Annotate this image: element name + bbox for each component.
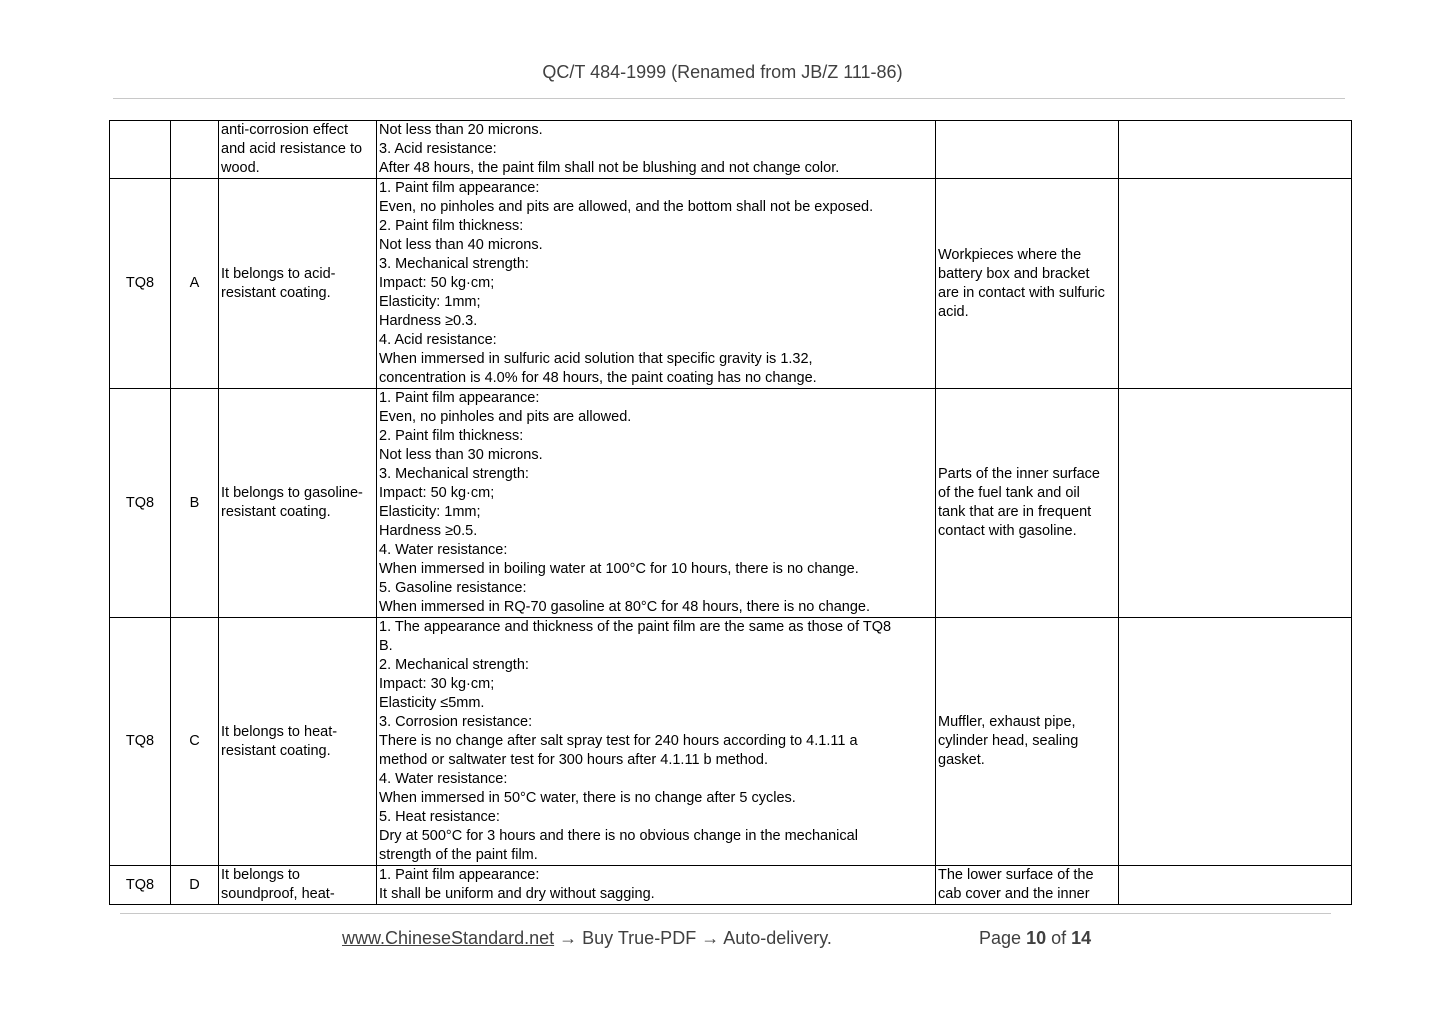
cell-description xyxy=(219,389,377,618)
cell-requirements-line: 5. Gasoline resistance: xyxy=(379,580,527,596)
cell-requirements-line: Impact: 50 kg·cm; xyxy=(379,485,495,501)
cell-requirements-line: concentration is 4.0% for 48 hours, the paint coating has no change. xyxy=(379,370,817,386)
cell-requirements-line: 2. Mechanical strength: xyxy=(379,657,529,673)
cell-requirements-line: strength of the paint film. xyxy=(379,847,538,863)
cell-grade: A xyxy=(171,179,219,389)
cell-description-line: wood. xyxy=(221,160,260,176)
cell-requirements-line: When immersed in boiling water at 100°C for 10 hours, there is no change. xyxy=(379,561,859,577)
cell-requirements-line: Even, no pinholes and pits are allowed. xyxy=(379,409,632,425)
page-total: 14 xyxy=(1071,928,1092,948)
cell-requirements-line: After 48 hours, the paint film shall not be blushing and not change color. xyxy=(379,160,840,176)
cell-application xyxy=(936,121,1119,179)
cell-application-line: Workpieces where the xyxy=(938,246,1082,263)
website-link[interactable]: www.ChineseStandard.net xyxy=(342,928,555,948)
cell-description-line: and acid resistance to xyxy=(221,141,363,157)
table-row xyxy=(110,179,1352,389)
cell-requirements-line: Not less than 30 microns. xyxy=(379,447,543,463)
table-row xyxy=(110,618,1352,866)
cell-code: TQ8 xyxy=(110,179,171,389)
cell-code: TQ8 xyxy=(110,389,171,618)
cell-application-line: battery box and bracket xyxy=(938,265,1090,282)
cell-description xyxy=(219,121,377,179)
page-current: 10 xyxy=(1026,928,1047,948)
cell-grade: D xyxy=(171,866,219,905)
cell-application-line: are in contact with sulfuric xyxy=(938,284,1105,301)
cell-requirements-line: 4. Acid resistance: xyxy=(379,332,497,348)
cell-remarks xyxy=(1119,121,1352,179)
cell-remarks xyxy=(1119,179,1352,389)
cell-application-line: acid. xyxy=(938,303,969,320)
table-row xyxy=(110,389,1352,618)
cell-application-line: tank that are in frequent xyxy=(938,504,1092,520)
cell-description-line: resistant coating. xyxy=(221,504,331,520)
cell-requirements-line: 4. Water resistance: xyxy=(379,542,508,558)
cell-requirements xyxy=(377,866,936,905)
cell-requirements-line: When immersed in sulfuric acid solution that specific gravity is 1.32, xyxy=(379,351,813,367)
cell-requirements-line: Hardness ≥0.3. xyxy=(379,313,478,329)
cell-description-line: resistant coating. xyxy=(221,284,331,301)
cell-application xyxy=(936,389,1119,618)
cell-requirements-line: Not less than 40 microns. xyxy=(379,237,543,253)
cell-requirements-line: When immersed in RQ-70 gasoline at 80°C for 48 hours, there is no change. xyxy=(379,599,870,615)
cell-requirements-line: Even, no pinholes and pits are allowed, and the bottom shall not be exposed. xyxy=(379,199,874,215)
cell-requirements-line: Not less than 20 microns. xyxy=(379,122,543,138)
cell-grade: C xyxy=(171,618,219,866)
cell-application-line: Muffler, exhaust pipe, xyxy=(938,714,1076,730)
cell-requirements-line: 1. Paint film appearance: xyxy=(379,867,540,883)
cell-application xyxy=(936,179,1119,389)
footer-rule xyxy=(120,913,1331,914)
cell-requirements-line: There is no change after salt spray test for 240 hours according to 4.1.11 a xyxy=(379,733,858,749)
cell-application-line: The lower surface of the xyxy=(938,867,1094,883)
cell-requirements-line: 3. Mechanical strength: xyxy=(379,256,529,272)
cell-requirements-line: 5. Heat resistance: xyxy=(379,809,500,825)
cell-requirements-line: Elasticity: 1mm; xyxy=(379,504,481,520)
cell-description-line: It belongs to heat- xyxy=(221,723,338,740)
cell-requirements-line: It shall be uniform and dry without sagging. xyxy=(379,886,655,902)
cell-application-line: contact with gasoline. xyxy=(938,523,1077,539)
cell-requirements-line: B. xyxy=(379,638,393,654)
cell-requirements xyxy=(377,179,936,389)
cell-requirements-line: 1. Paint film appearance: xyxy=(379,390,540,406)
arrow-icon: → xyxy=(559,928,578,948)
delivery-text: Auto-delivery. xyxy=(723,928,832,948)
cell-requirements-line: 4. Water resistance: xyxy=(379,771,508,787)
cell-remarks xyxy=(1119,389,1352,618)
cell-description-line: soundproof, heat- xyxy=(221,886,335,902)
cell-application-line: cab cover and the inner xyxy=(938,886,1090,902)
cell-application xyxy=(936,866,1119,905)
table-row xyxy=(110,121,1352,179)
table-row xyxy=(110,866,1352,905)
cell-application-line: gasket. xyxy=(938,752,985,768)
cell-description-line: resistant coating. xyxy=(221,742,331,759)
cell-requirements-line: Impact: 30 kg·cm; xyxy=(379,676,495,692)
cell-requirements-line: Dry at 500°C for 3 hours and there is no obvious change in the mechanical xyxy=(379,828,858,844)
cell-application xyxy=(936,618,1119,866)
cell-application-line: Parts of the inner surface xyxy=(938,466,1100,482)
cell-requirements xyxy=(377,389,936,618)
cell-requirements xyxy=(377,618,936,866)
cell-requirements-line: 2. Paint film thickness: xyxy=(379,218,524,234)
cell-requirements xyxy=(377,121,936,179)
cell-code: TQ8 xyxy=(110,618,171,866)
cell-application-line: of the fuel tank and oil xyxy=(938,485,1080,501)
cell-requirements-line: 3. Mechanical strength: xyxy=(379,466,529,482)
cell-requirements-line: 3. Acid resistance: xyxy=(379,141,497,157)
cell-requirements-line: When immersed in 50°C water, there is no change after 5 cycles. xyxy=(379,790,796,806)
cell-remarks xyxy=(1119,866,1352,905)
buy-pdf-text: Buy True-PDF xyxy=(582,928,697,948)
cell-requirements-line: 2. Paint film thickness: xyxy=(379,428,524,444)
cell-grade: B xyxy=(171,389,219,618)
cell-description-line: It belongs to acid- xyxy=(221,265,336,282)
coating-spec-table xyxy=(109,120,1352,905)
header-rule xyxy=(113,98,1345,99)
cell-description-line: It belongs to gasoline- xyxy=(221,485,363,501)
cell-description xyxy=(219,179,377,389)
cell-requirements-line: 1. The appearance and thickness of the paint film are the same as those of TQ8 xyxy=(379,619,892,635)
page-label: Page xyxy=(979,928,1022,948)
cell-code xyxy=(110,121,171,179)
cell-requirements-line: 1. Paint film appearance: xyxy=(379,180,540,196)
cell-description xyxy=(219,866,377,905)
page-of-label: of xyxy=(1051,928,1067,948)
cell-requirements-line: Elasticity: 1mm; xyxy=(379,294,481,310)
cell-requirements-line: Hardness ≥0.5. xyxy=(379,523,478,539)
cell-description-line: It belongs to xyxy=(221,867,300,883)
cell-requirements-line: method or saltwater test for 300 hours after 4.1.11 b method. xyxy=(379,752,769,768)
document-title: QC/T 484-1999 (Renamed from JB/Z 111-86) xyxy=(542,62,903,82)
cell-grade xyxy=(171,121,219,179)
cell-description xyxy=(219,618,377,866)
cell-description-line: anti-corrosion effect xyxy=(221,122,349,138)
cell-remarks xyxy=(1119,618,1352,866)
page-indicator xyxy=(979,928,1091,949)
cell-requirements-line: 3. Corrosion resistance: xyxy=(379,714,533,730)
cell-requirements-line: Elasticity ≤5mm. xyxy=(379,695,485,711)
cell-application-line: cylinder head, sealing xyxy=(938,733,1079,749)
footer-promo xyxy=(342,928,832,949)
document-header xyxy=(0,62,1445,83)
cell-requirements-line: Impact: 50 kg·cm; xyxy=(379,275,495,291)
arrow-icon: → xyxy=(701,928,720,948)
cell-code: TQ8 xyxy=(110,866,171,905)
